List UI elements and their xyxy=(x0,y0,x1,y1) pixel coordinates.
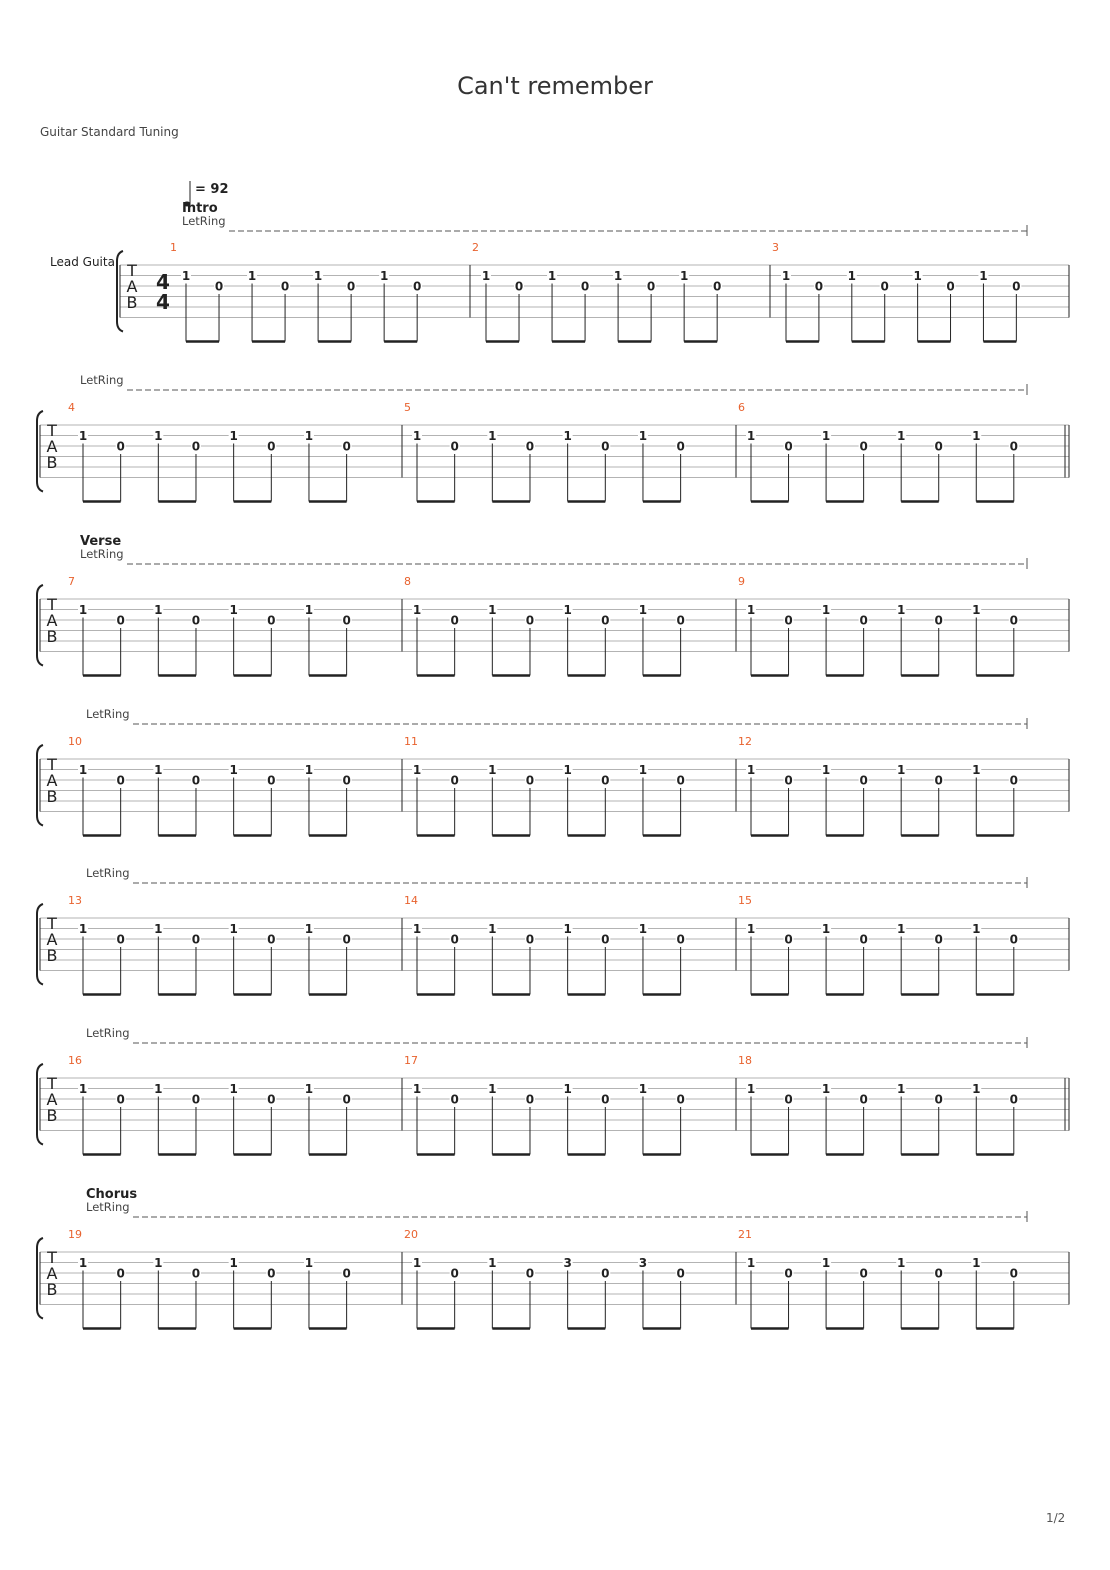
fret-number: 0 xyxy=(934,613,943,628)
measure-number: 1 xyxy=(170,241,177,254)
tab-clef-letter: T xyxy=(47,1074,57,1093)
fret-number: 1 xyxy=(304,1256,314,1270)
let-ring-label: LetRing xyxy=(86,866,130,880)
fret-number: 0 xyxy=(676,1266,685,1281)
fret-number: 0 xyxy=(946,279,955,294)
let-ring-label: LetRing xyxy=(86,1026,130,1040)
tab-clef-letter: B xyxy=(46,787,58,806)
fret-number: 0 xyxy=(934,932,943,947)
fret-number: 0 xyxy=(784,1092,793,1107)
measure-number: 17 xyxy=(404,1054,418,1067)
fret-number: 1 xyxy=(847,269,856,283)
fret-number: 1 xyxy=(229,922,238,936)
fret-number: 0 xyxy=(267,613,276,628)
fret-number: 1 xyxy=(229,1256,238,1270)
tab-clef-letter: T xyxy=(47,421,57,440)
fret-number: 0 xyxy=(814,279,824,294)
fret-number: 1 xyxy=(181,269,191,283)
fret-number: 1 xyxy=(481,269,491,283)
fret-number: 0 xyxy=(1012,279,1021,294)
tab-clef-letter: T xyxy=(47,595,57,614)
fret-number: 0 xyxy=(859,1092,868,1107)
fret-number: 0 xyxy=(214,279,224,294)
fret-number: 0 xyxy=(784,439,793,454)
fret-number: 0 xyxy=(514,279,524,294)
fret-number: 1 xyxy=(638,1082,648,1096)
fret-number: 1 xyxy=(488,1256,497,1270)
fret-number: 0 xyxy=(191,773,201,788)
fret-number: 0 xyxy=(450,439,459,454)
fret-number: 1 xyxy=(304,922,314,936)
fret-number: 1 xyxy=(78,1256,88,1270)
fret-number: 0 xyxy=(784,613,793,628)
tab-clef-letter: T xyxy=(127,261,137,280)
fret-number: 0 xyxy=(116,1092,125,1107)
fret-number: 1 xyxy=(821,429,831,443)
fret-number: 0 xyxy=(450,932,459,947)
tab-clef-letter: B xyxy=(46,627,58,646)
fret-number: 0 xyxy=(525,1266,535,1281)
tab-clef-letter: B xyxy=(46,946,58,965)
measure-number: 7 xyxy=(68,575,75,588)
fret-number: 0 xyxy=(267,1092,276,1107)
fret-number: 1 xyxy=(78,429,88,443)
fret-number: 1 xyxy=(896,603,906,617)
section-label: Verse xyxy=(80,534,122,549)
tab-clef-letter: A xyxy=(46,930,58,949)
fret-number: 0 xyxy=(342,613,351,628)
fret-number: 1 xyxy=(229,603,238,617)
fret-number: 0 xyxy=(934,1266,943,1281)
fret-number: 1 xyxy=(488,429,497,443)
fret-number: 0 xyxy=(346,279,356,294)
fret-number: 1 xyxy=(78,922,88,936)
fret-number: 0 xyxy=(191,439,201,454)
tempo-marking: = 92 xyxy=(195,182,229,197)
fret-number: 1 xyxy=(412,1082,422,1096)
let-ring-label: LetRing xyxy=(182,214,226,228)
fret-number: 1 xyxy=(412,922,422,936)
time-signature-top: 4 xyxy=(156,270,170,294)
section-label: Chorus xyxy=(86,1187,138,1202)
fret-number: 0 xyxy=(934,1092,943,1107)
fret-number: 0 xyxy=(859,439,868,454)
fret-number: 1 xyxy=(638,922,648,936)
tab-clef-letter: A xyxy=(46,1264,58,1283)
fret-number: 1 xyxy=(972,1082,981,1096)
fret-number: 1 xyxy=(896,763,906,777)
fret-number: 1 xyxy=(896,1256,906,1270)
fret-number: 0 xyxy=(784,1266,793,1281)
measure-number: 18 xyxy=(738,1054,752,1067)
fret-number: 1 xyxy=(972,763,981,777)
fret-number: 1 xyxy=(972,1256,981,1270)
tab-clef-letter: T xyxy=(47,914,57,933)
fret-number: 0 xyxy=(1009,613,1018,628)
fret-number: 0 xyxy=(880,279,889,294)
measure-number: 11 xyxy=(404,735,418,748)
fret-number: 0 xyxy=(784,773,793,788)
fret-number: 0 xyxy=(267,439,276,454)
fret-number: 0 xyxy=(859,932,868,947)
fret-number: 1 xyxy=(821,1256,831,1270)
fret-number: 1 xyxy=(746,1256,756,1270)
measure-number: 16 xyxy=(68,1054,82,1067)
fret-number: 1 xyxy=(229,429,238,443)
fret-number: 1 xyxy=(638,603,648,617)
measure-number: 4 xyxy=(68,401,75,414)
tab-clef-letter: A xyxy=(46,437,58,456)
fret-number: 0 xyxy=(116,439,125,454)
fret-number: 1 xyxy=(547,269,557,283)
fret-number: 1 xyxy=(304,1082,314,1096)
fret-number: 3 xyxy=(638,1256,648,1270)
fret-number: 0 xyxy=(676,1092,685,1107)
tab-clef-letter: B xyxy=(46,1106,58,1125)
fret-number: 0 xyxy=(601,1092,610,1107)
measure-number: 14 xyxy=(404,894,418,907)
measure-number: 10 xyxy=(68,735,82,748)
fret-number: 0 xyxy=(676,932,685,947)
tab-clef-letter: B xyxy=(126,293,138,312)
fret-number: 0 xyxy=(676,613,685,628)
fret-number: 0 xyxy=(116,1266,125,1281)
fret-number: 0 xyxy=(676,773,685,788)
fret-number: 1 xyxy=(746,429,756,443)
fret-number: 0 xyxy=(1009,932,1018,947)
tab-clef-letter: A xyxy=(46,611,58,630)
tab-clef-letter: A xyxy=(126,277,138,296)
fret-number: 1 xyxy=(313,269,323,283)
fret-number: 0 xyxy=(450,613,459,628)
fret-number: 0 xyxy=(342,439,351,454)
fret-number: 0 xyxy=(784,932,793,947)
fret-number: 1 xyxy=(821,763,831,777)
fret-number: 1 xyxy=(488,922,497,936)
fret-number: 0 xyxy=(412,279,422,294)
fret-number: 1 xyxy=(154,922,163,936)
fret-number: 0 xyxy=(342,1092,351,1107)
fret-number: 1 xyxy=(563,922,572,936)
fret-number: 0 xyxy=(601,439,610,454)
fret-number: 1 xyxy=(78,603,88,617)
fret-number: 1 xyxy=(613,269,623,283)
fret-number: 0 xyxy=(676,439,685,454)
fret-number: 1 xyxy=(896,1082,906,1096)
let-ring-label: LetRing xyxy=(86,707,130,721)
measure-number: 21 xyxy=(738,1228,752,1241)
measure-number: 2 xyxy=(472,241,479,254)
measure-number: 8 xyxy=(404,575,411,588)
fret-number: 1 xyxy=(638,429,648,443)
measure-number: 19 xyxy=(68,1228,82,1241)
fret-number: 1 xyxy=(379,269,389,283)
page-number: 1/2 xyxy=(1046,1511,1066,1525)
fret-number: 1 xyxy=(488,763,497,777)
fret-number: 0 xyxy=(191,932,201,947)
fret-number: 1 xyxy=(679,269,689,283)
fret-number: 1 xyxy=(638,763,648,777)
tuning-label: Guitar Standard Tuning xyxy=(40,125,179,139)
fret-number: 1 xyxy=(746,603,756,617)
measure-number: 12 xyxy=(738,735,752,748)
fret-number: 0 xyxy=(525,932,535,947)
fret-number: 0 xyxy=(1009,439,1018,454)
fret-number: 1 xyxy=(781,269,791,283)
fret-number: 1 xyxy=(563,429,572,443)
fret-number: 0 xyxy=(646,279,656,294)
fret-number: 1 xyxy=(78,1082,88,1096)
fret-number: 1 xyxy=(746,763,756,777)
fret-number: 0 xyxy=(191,1092,201,1107)
fret-number: 0 xyxy=(450,1092,459,1107)
fret-number: 0 xyxy=(601,773,610,788)
fret-number: 1 xyxy=(78,763,88,777)
fret-number: 0 xyxy=(342,773,351,788)
measure-number: 6 xyxy=(738,401,745,414)
fret-number: 1 xyxy=(746,1082,756,1096)
fret-number: 1 xyxy=(154,429,163,443)
fret-number: 0 xyxy=(191,1266,201,1281)
tab-clef-letter: T xyxy=(47,1248,57,1267)
fret-number: 0 xyxy=(342,1266,351,1281)
fret-number: 1 xyxy=(563,603,572,617)
time-signature-bottom: 4 xyxy=(156,290,170,314)
let-ring-label: LetRing xyxy=(80,547,124,561)
fret-number: 0 xyxy=(267,1266,276,1281)
fret-number: 1 xyxy=(412,429,422,443)
fret-number: 1 xyxy=(913,269,922,283)
fret-number: 0 xyxy=(525,613,535,628)
fret-number: 1 xyxy=(972,922,981,936)
fret-number: 1 xyxy=(154,1256,163,1270)
fret-number: 1 xyxy=(412,1256,422,1270)
fret-number: 1 xyxy=(896,429,906,443)
fret-number: 0 xyxy=(601,613,610,628)
tab-clef-letter: T xyxy=(47,755,57,774)
fret-number: 0 xyxy=(934,773,943,788)
fret-number: 0 xyxy=(859,613,868,628)
fret-number: 1 xyxy=(979,269,988,283)
fret-number: 0 xyxy=(342,932,351,947)
fret-number: 3 xyxy=(563,1256,572,1270)
fret-number: 1 xyxy=(247,269,257,283)
fret-number: 0 xyxy=(934,439,943,454)
fret-number: 0 xyxy=(859,773,868,788)
measure-number: 15 xyxy=(738,894,752,907)
fret-number: 0 xyxy=(601,1266,610,1281)
fret-number: 0 xyxy=(116,613,125,628)
track-name: Lead Guita xyxy=(50,255,115,269)
fret-number: 0 xyxy=(859,1266,868,1281)
fret-number: 1 xyxy=(488,1082,497,1096)
fret-number: 0 xyxy=(116,773,125,788)
fret-number: 0 xyxy=(712,279,722,294)
fret-number: 1 xyxy=(229,763,238,777)
fret-number: 1 xyxy=(821,922,831,936)
measure-number: 5 xyxy=(404,401,411,414)
fret-number: 1 xyxy=(304,429,314,443)
fret-number: 1 xyxy=(563,1082,572,1096)
fret-number: 1 xyxy=(412,603,422,617)
fret-number: 0 xyxy=(267,932,276,947)
fret-number: 1 xyxy=(154,603,163,617)
fret-number: 1 xyxy=(821,603,831,617)
fret-number: 1 xyxy=(154,1082,163,1096)
fret-number: 1 xyxy=(304,603,314,617)
fret-number: 1 xyxy=(896,922,906,936)
fret-number: 0 xyxy=(450,1266,459,1281)
fret-number: 0 xyxy=(280,279,290,294)
fret-number: 0 xyxy=(580,279,590,294)
fret-number: 0 xyxy=(450,773,459,788)
fret-number: 0 xyxy=(267,773,276,788)
fret-number: 1 xyxy=(154,763,163,777)
fret-number: 0 xyxy=(525,439,535,454)
tab-clef-letter: A xyxy=(46,1090,58,1109)
fret-number: 0 xyxy=(601,932,610,947)
section-label: Intro xyxy=(182,201,218,216)
fret-number: 1 xyxy=(746,922,756,936)
tab-clef-letter: A xyxy=(46,771,58,790)
fret-number: 1 xyxy=(304,763,314,777)
fret-number: 0 xyxy=(1009,1092,1018,1107)
fret-number: 1 xyxy=(412,763,422,777)
fret-number: 1 xyxy=(821,1082,831,1096)
measure-number: 13 xyxy=(68,894,82,907)
fret-number: 1 xyxy=(488,603,497,617)
tab-clef-letter: B xyxy=(46,1280,58,1299)
let-ring-label: LetRing xyxy=(86,1200,130,1214)
measure-number: 3 xyxy=(772,241,779,254)
fret-number: 1 xyxy=(563,763,572,777)
fret-number: 0 xyxy=(1009,1266,1018,1281)
let-ring-label: LetRing xyxy=(80,373,124,387)
song-title: Can't remember xyxy=(457,72,653,100)
fret-number: 1 xyxy=(229,1082,238,1096)
fret-number: 1 xyxy=(972,429,981,443)
measure-number: 20 xyxy=(404,1228,418,1241)
fret-number: 0 xyxy=(191,613,201,628)
fret-number: 0 xyxy=(525,773,535,788)
fret-number: 0 xyxy=(525,1092,535,1107)
fret-number: 0 xyxy=(116,932,125,947)
tab-clef-letter: B xyxy=(46,453,58,472)
fret-number: 0 xyxy=(1009,773,1018,788)
measure-number: 9 xyxy=(738,575,745,588)
fret-number: 1 xyxy=(972,603,981,617)
